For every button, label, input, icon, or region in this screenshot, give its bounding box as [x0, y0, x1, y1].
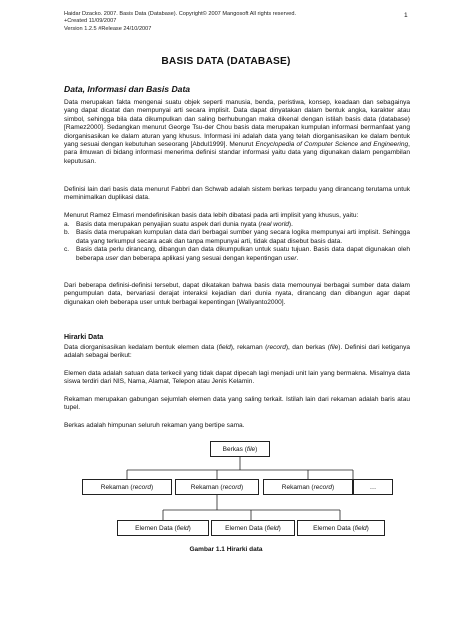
box-label: ) — [278, 525, 281, 532]
emphasis-text: user — [105, 254, 119, 262]
box-label: Berkas ( — [222, 446, 247, 453]
box-field-2 — [211, 520, 295, 536]
box-record-1 — [82, 479, 172, 495]
list-marker: a. — [64, 221, 70, 228]
paragraph-text: ), rekaman ( — [230, 344, 268, 351]
document-title: BASIS DATA (DATABASE) — [161, 56, 291, 67]
box-label: … — [369, 484, 377, 491]
emphasis-text: field — [266, 525, 279, 532]
box-label: ) — [151, 484, 154, 491]
paragraph-text: , para ilmuwan di bidang informasi menerima definisi standar informasi yaitu data yang digunakan dalam pengambilan keputusan. — [64, 141, 410, 165]
box-label: ) — [332, 484, 335, 491]
emphasis-text: field — [354, 525, 367, 532]
box-record-3 — [263, 479, 353, 495]
paragraph-record-definition: Rekaman merupakan gabungan sejumlah elemen data yang saling terkait. Istilah lain dari rekaman adalah baris atau tupel. — [64, 396, 410, 412]
paragraph-element-definition: Elemen data adalah satuan data terkecil yang tidak dapat dipecah lagi menjadi unit lain yang bermakna. Misalnya data siswa terdiri dari NIS, Nama, Alamat, Telepon atau Jenis Kelamin. — [64, 370, 410, 386]
box-label: Rekaman ( — [281, 484, 314, 491]
paragraph-text: ). Definisi dari ketiganya adalah sebagai berikut: — [64, 344, 410, 360]
box-label: ) — [241, 484, 244, 491]
section-heading-hierarchy: Hirarki Data — [64, 334, 104, 341]
emphasis-text: real world — [260, 221, 289, 228]
emphasis-text: field — [176, 525, 189, 532]
list-text: . — [296, 254, 299, 262]
list-text: Basis data perlu dirancang, dibangun dan data dikumpulkan untuk suatu tujuan. Basis data dapat digunakan oleh beberapa — [76, 246, 410, 262]
box-label: ) — [255, 446, 258, 453]
box-field-1 — [117, 520, 209, 536]
list-marker: c. — [64, 246, 70, 254]
list-text: Basis data merupakan kumpulan data dari berbagai sumber yang secara logika mempunyai arti implisit. Sehingga data yang terkumpul secara acak dan tanpa mempunyai arti, tidak dapat disebut basis data. — [76, 229, 410, 245]
section-heading-data: Data, Informasi dan Basis Data — [64, 84, 191, 94]
emphasis-text: file — [246, 446, 256, 453]
emphasis-text: record — [313, 484, 333, 491]
box-record-more — [353, 479, 393, 495]
emphasis-text: record — [222, 484, 242, 491]
list-text: dan beberapa aplikasi yang sesuai dengan kepentingan — [118, 254, 284, 262]
box-label: Rekaman ( — [100, 484, 133, 491]
emphasis-text: record — [132, 484, 152, 491]
header-created: +Created 11/09/2007 — [64, 18, 117, 25]
box-label: ) — [188, 525, 191, 532]
emphasis-text: user — [283, 254, 297, 262]
list-marker: b. — [64, 229, 70, 237]
box-label: Elemen Data ( — [225, 525, 267, 532]
box-field-3 — [297, 520, 385, 536]
figure-caption: Gambar 1.1 Hirarki data — [189, 546, 263, 553]
list-text: Basis data merupakan penyajian suatu aspek dari dunia nyata ( — [76, 221, 261, 228]
header-citation: Haidar Dzacko. 2007. Basis Data (Database). Copyright© 2007 Mangosoft All rights reserved. — [64, 11, 297, 17]
paragraph-file-definition: Berkas adalah himpunan seluruh rekaman yang bertipe sama. — [64, 422, 245, 429]
header-version: Version 1.2.5 #Release 24/10/2007 — [64, 25, 152, 32]
paragraph-text: Data merupakan fakta mengenai suatu objek seperti manusia, benda, peristiwa, konsep, keadaan dan sebagainya yang dapat dicatat dan mempunyai arti secara implisit. Data dapat dinyatakan dalam bentuk angka, karakter atau simbol, sehingga bila data dikumpulkan dan saling berhubungan maka dikenal dengan istilah basis data (database) [Ramez2000]. Sedangkan menurut George Tsu-der Chou basis data merupakan kumpulan informasi bermanfaat yang diorganisasikan ke dalam aturan yang khusus. Informasi ini adalah data yang telah diorganisasikan ke dalam bentuk yang sesuai dengan kebutuhan seseorang [Abdul1999]. Menurut — [64, 99, 410, 149]
box-label: Elemen Data ( — [135, 525, 177, 532]
box-label: ) — [366, 525, 369, 532]
box-file — [210, 441, 270, 457]
page-number: 1 — [404, 12, 408, 19]
emphasis-text: record — [267, 344, 286, 351]
paragraph-summary: Dari beberapa definisi-definisi tersebut, dapat dikatakan bahwa basis data memounyai berbagai sumber data dalam pengumpulan data, bervariasi derajat interaksi kejadian dari dunia nyata, dirancang dan dibangun agar dapat digunakan oleh beberapa user untuk berbagai kepentingan [Waliyanto2000]. — [64, 282, 410, 306]
emphasis-text: Encyclopedia of Computer Science and Engineering — [255, 141, 409, 149]
box-record-2 — [175, 479, 259, 495]
emphasis-text: file — [329, 344, 339, 351]
box-label: Rekaman ( — [190, 484, 223, 491]
paragraph-text: Data diorganisasikan kedalam bentuk elemen data ( — [64, 344, 219, 351]
paragraph-elmasri-intro: Menurut Ramez Elmasri mendefinisikan basis data lebih dibatasi pada arti implisit yang khusus, yaitu: — [64, 212, 359, 219]
paragraph-fabbri: Definisi lain dari basis data menurut Fabbri dan Schwab adalah sistem berkas terpadu yang dirancang terutama untuk meminimalkan duplikasi data. — [64, 186, 410, 202]
list-text: ). — [288, 221, 293, 228]
box-label: Elemen Data ( — [313, 525, 355, 532]
emphasis-text: field — [218, 344, 231, 351]
paragraph-text: ), dan berkas ( — [285, 344, 330, 351]
